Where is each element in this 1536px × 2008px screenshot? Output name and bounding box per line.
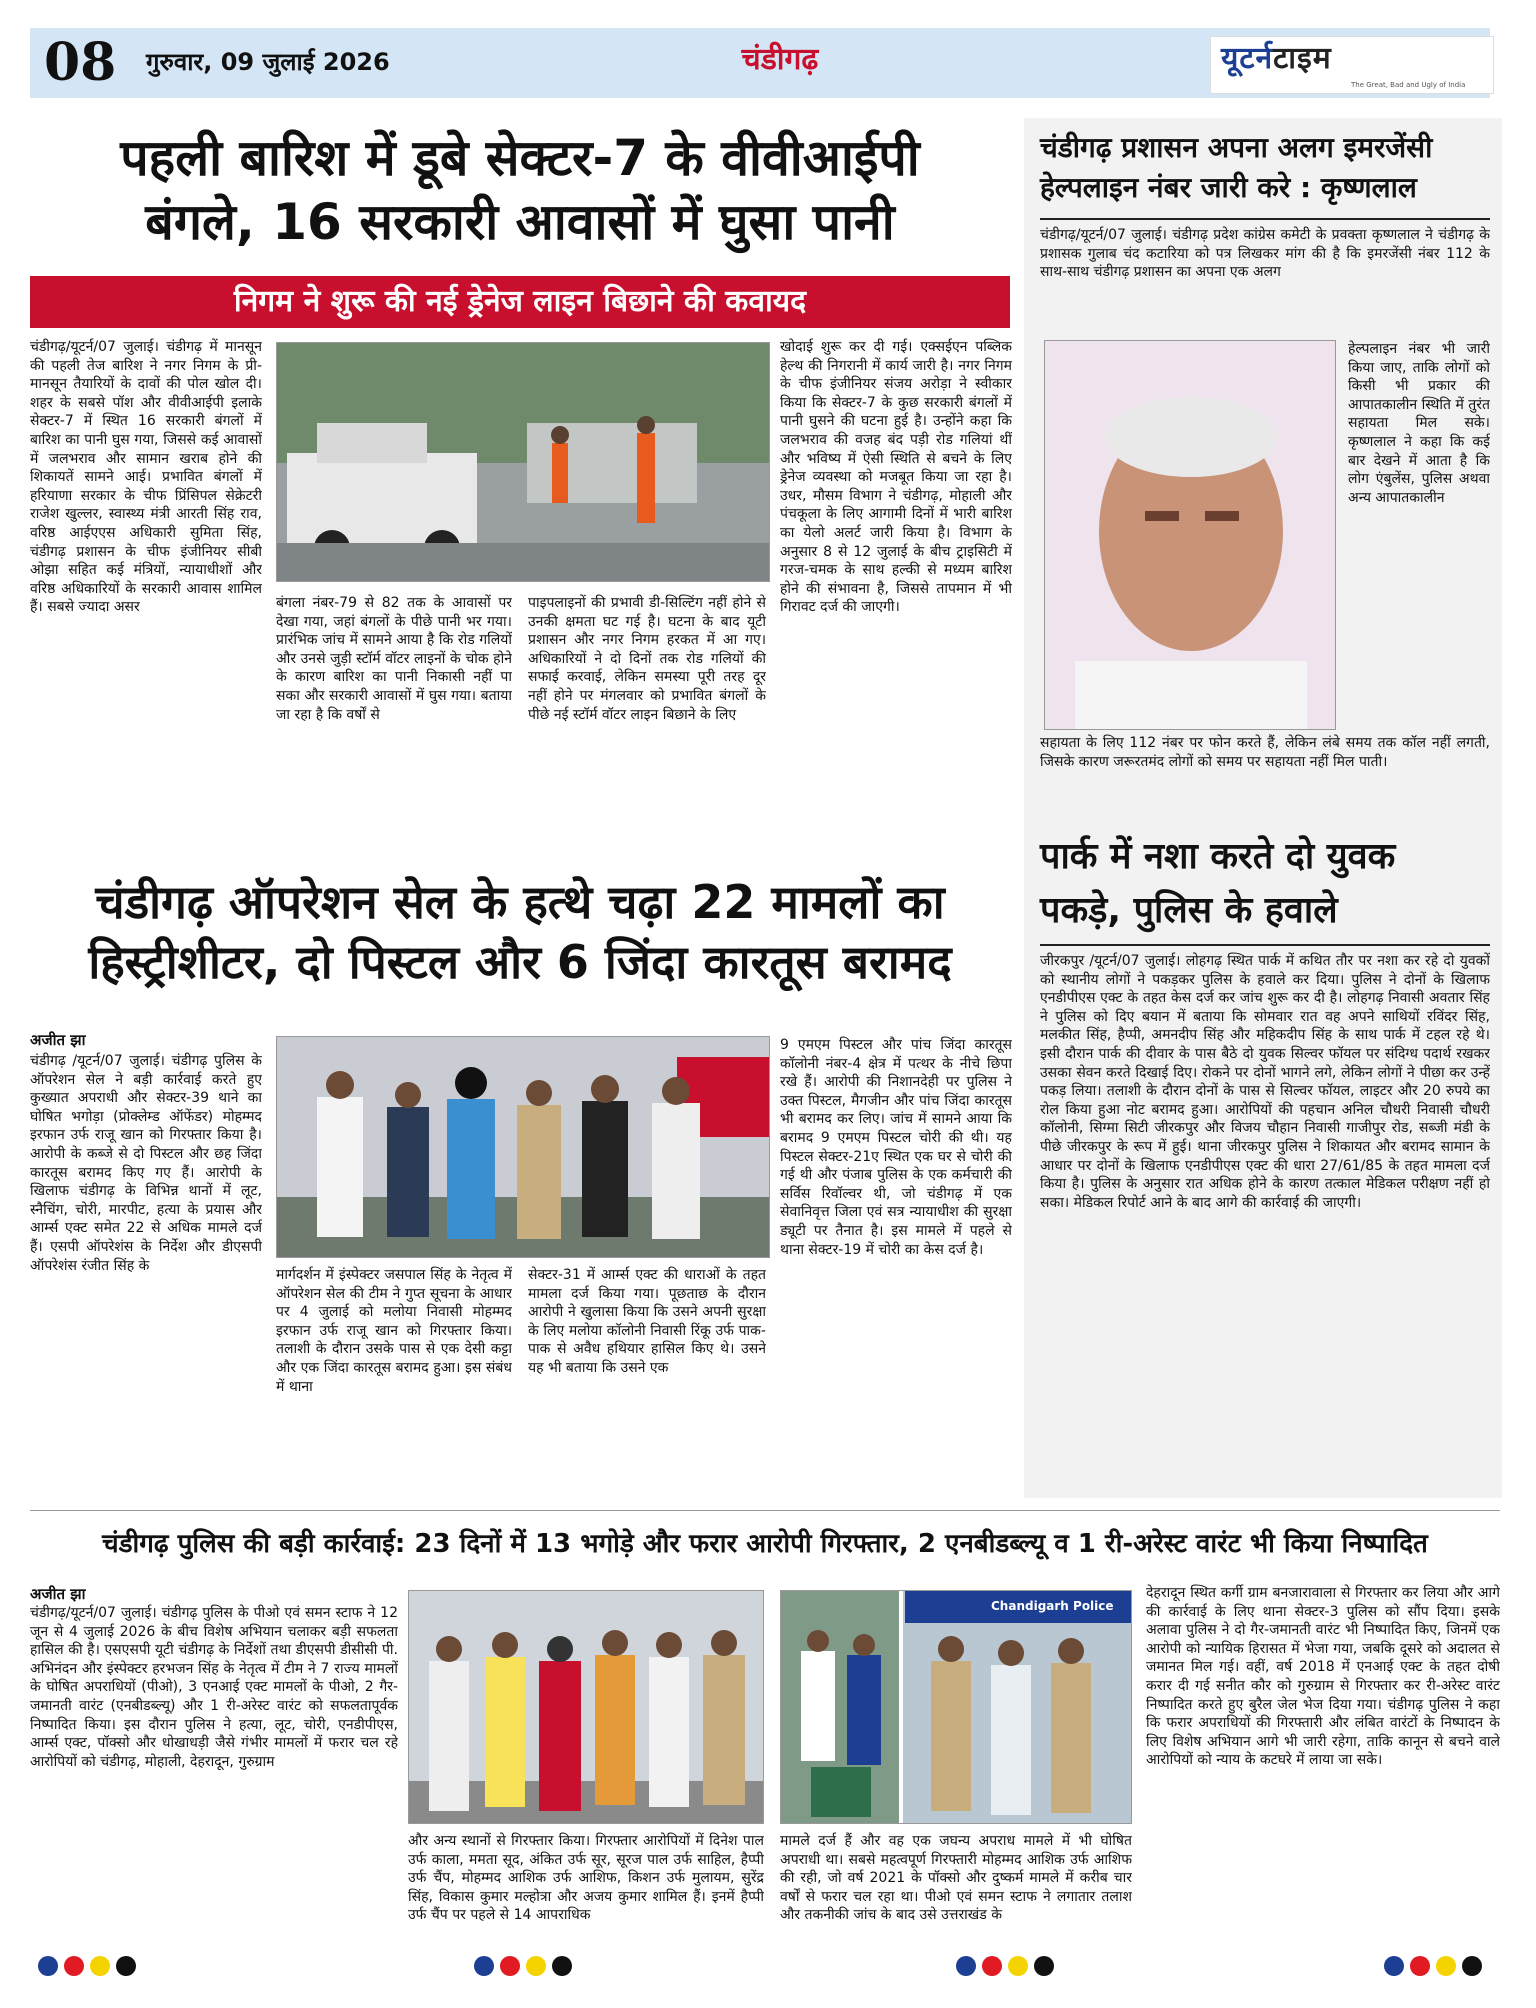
sidebar1-rule: [1040, 218, 1490, 220]
story3-column-2: और अन्य स्थानों से गिरफ्तार किया। गिरफ्तार आरोपियों में दिनेश पाल उर्फ काला, ममता सूद, अंकित उर्फ सूर, सूरज पाल उर्फ साहिल, हैप्पी उर्फ चैंप, मोहम्मद आशिक उर्फ आशिफ, किशन उर्फ मुलायम, सुरेंद्र सिंह, विकास कुमार मल्होत्रा और अजय कुमार शामिल हैं। इनमें हैप्पी उर्फ चैंप पर पहले से 14 आपराधिक: [408, 1833, 764, 1924]
story1-subhead: निगम ने शुरू की नई ड्रेनेज लाइन बिछाने की कवायद: [30, 276, 1010, 328]
dot-red: [64, 1956, 84, 1976]
sidebar1-headline: [1040, 128, 1490, 208]
sidebar1-headline-line2: हेल्पलाइन नंबर जारी करे : कृष्णलाल: [1040, 171, 1417, 204]
masthead-logo: [1210, 36, 1494, 94]
dot-yellow: [1436, 1956, 1456, 1976]
sidebar1-tail: सहायता के लिए 112 नंबर पर फोन करते हैं, लेकिन लंबे समय तक कॉल नहीं लगती, जिसके कारण जरूरतमंद लोगों को समय पर सहायता नहीं मिल पाती।: [1040, 735, 1490, 770]
story1-headline: [30, 126, 1010, 254]
dot-blue: [1384, 1956, 1404, 1976]
sidebar2-headline-line1: पार्क में नशा करते दो युवक: [1040, 836, 1396, 877]
sidebar1-beside-text: हेल्पलाइन नंबर भी जारी किया जाए, ताकि लोगों को किसी भी प्रकार की आपातकालीन स्थिति में तुरंत सहायता मिल सके। कृष्णलाल ने कहा कि कई बार देखने में आता है कि लोग एंबुलेंस, पुलिस अथवा अन्य आपातकालीन: [1348, 341, 1490, 506]
story2-column-4: 9 एमएम पिस्टल और पांच जिंदा कारतूस कॉलोनी नंबर-4 क्षेत्र में पत्थर के नीचे छिपा रखे हैं। आरोपी की निशानदेही पर पुलिस ने उक्त पिस्टल, मैगजीन और पांच जिंदा कारतूस भी बरामद कर लिए। जांच में सामने आया कि बरामद 9 एमएम पिस्टल चोरी की थी। यह पिस्टल सेक्टर-21ए स्थित एक घर से चोरी की गई थी और पंजाब पुलिस के एक कर्मचारी की सर्विस रिवॉल्वर थी, जो चंडीगढ़ में एक सेवानिवृत्त जिला एवं सत्र न्यायाधीश की सुरक्षा ड्यूटी पर तैनात है। इस मामले में पहले से थाना सेक्टर-19 में चोरी का केस दर्ज है।: [780, 1037, 1012, 1258]
story1-photo: [276, 342, 770, 582]
story3-column-4: देहरादून स्थित कर्गी ग्राम बनजारावाला से गिरफ्तार कर लिया और आगे की कार्रवाई के लिए थाना सेक्टर-3 पुलिस को सौंप दिया। इसके अलावा पुलिस ने दो गैर-जमानती वारंट भी निष्पादित किए, जिनमें एक आरोपी को न्यायिक हिरासत में भेजा गया, जबकि दूसरे को अदालत से जमानत मिल गई। वहीं, वर्ष 2018 में एनआई एक्ट के तहत दोषी करार दी गई सनीत कौर को गुरुग्राम से गिरफ्तार कर री-अरेस्ट वारंट निष्पादित करते हुए बुरैल जेल भेज दिया गया। चंडीगढ़ पुलिस ने कहा कि फरार अपराधियों की गिरफ्तारी और लंबित वारंटों के निष्पादन के लिए विशेष अभियान आगे भी जारी रहेगा, ताकि कानून से बचने वाले आरोपियों को न्याय के कटघरे में लाया जा सके।: [1146, 1585, 1500, 1769]
dot-black: [552, 1956, 572, 1976]
dot-black: [1462, 1956, 1482, 1976]
story2-headline-line2: हिस्ट्रीशीटर, दो पिस्टल और 6 जिंदा कारतूस बरामद: [88, 935, 952, 989]
dot-yellow: [526, 1956, 546, 1976]
story2-byline: अजीत झा: [30, 1031, 86, 1049]
story3-byline: अजीत झा: [30, 1585, 86, 1603]
story3-photo-2: [780, 1590, 1132, 1824]
story3-photo-1: [408, 1590, 764, 1824]
sidebar2-headline: [1040, 830, 1490, 938]
sidebar2-rule: [1040, 944, 1490, 946]
story3-headline: चंडीगढ़ पुलिस की बड़ी कार्रवाई: 23 दिनों में 13 भगोड़े और फरार आरोपी गिरफ्तार, 2 एनबीडब्ल्यू व 1 री-अरेस्ट वारंट भी किया निष्पादित: [102, 1529, 1428, 1559]
story1-column-4: खोदाई शुरू कर दी गई। एक्सईएन पब्लिक हेल्थ की निगरानी में कार्य जारी है। नगर निगम के चीफ इंजीनियर संजय अरोड़ा ने स्वीकार किया कि सेक्टर-7 के कुछ सरकारी बंगलों में पानी घुसने की घटना हुई है। उन्होंने कहा कि जलभराव की वजह बंद पड़ी रोड गलियां थीं और भविष्य में ऐसी स्थिति से बचने के लिए ड्रेनेज व्यवस्था को मजबूत किया जा रहा है। उधर, मौसम विभाग ने चंडीगढ़, मोहाली और पंचकूला के लिए आगामी दिनों में भारी बारिश का येलो अलर्ट जारी किया है। विभाग के अनुसार 8 से 12 जुलाई के बीच ट्राइसिटी में गरज-चमक के साथ हल्की से मध्यम बारिश होने की संभावना है, जिससे तापमान में भी गिरावट दर्ज की जाएगी।: [780, 339, 1012, 616]
dot-red: [500, 1956, 520, 1976]
logo-word-2: टाइम: [1273, 41, 1332, 76]
story3-column-3: मामले दर्ज हैं और वह एक जघन्य अपराध मामले में भी घोषित अपराधी था। सबसे महत्वपूर्ण गिरफ्तारी मोहम्मद आशिक उर्फ आशिफ की रही, जो वर्ष 2021 के पॉक्सो और दुष्कर्म मामले में करीब चार वर्षों से फरार चल रहा था। पीओ एवं समन स्टाफ ने लगातार तलाश और तकनीकी जांच के बाद उसे उत्तराखंड के: [780, 1833, 1132, 1924]
story1-column-1: चंडीगढ़/यूटर्न/07 जुलाई। चंडीगढ़ में मानसून की पहली तेज बारिश ने नगर निगम के प्री-मानसून तैयारियों के दावों की पोल खोल दी। शहर के सबसे पॉश और वीवीआईपी इलाके सेक्टर-7 में स्थित 16 सरकारी बंगलों में बारिश का पानी घुस गया, जिससे कई आवासों में जलभराव और सामान खराब होने की शिकायतें सामने आई। प्रभावित बंगलों में हरियाणा सरकार के चीफ प्रिंसिपल सेक्रेटरी राजेश खुल्लर, स्वास्थ्य मंत्री आरती सिंह राव, वरिष्ठ आईएएस अधिकारी सुमिता सिंह, चंडीगढ़ प्रशासन के चीफ इंजीनियर सीबी ओझा सहित कई मंत्रियों, न्यायाधीशों और वरिष्ठ अधिकारियों के सरकारी आवास शामिल हैं। सबसे ज्यादा असर: [30, 339, 262, 616]
story1-column-2: बंगला नंबर-79 से 82 तक के आवासों पर देखा गया, जहां बंगलों के पीछे पानी भर गया। प्रारंभिक जांच में सामने आया है कि रोड गलियों और उनसे जुड़ी स्टॉर्म वॉटर लाइनों के चोक होने के कारण बारिश का पानी निकासी नहीं पा सका और सरकारी आवासों में घुस गया। बताया जा रहा है कि वर्षों से: [276, 595, 512, 723]
story3-column-1: चंडीगढ़/यूटर्न/07 जुलाई। चंडीगढ़ पुलिस के पीओ एवं समन स्टाफ ने 12 जून से 4 जुलाई 2026 के बीच विशेष अभियान चलाकर बड़ी सफलता हासिल की है। एसएसपी यूटी चंडीगढ़ के निर्देशों तथा डीएसपी डीसीसी पी. अभिनंदन और इंस्पेक्टर हरभजन सिंह के नेतृत्व में टीम ने 7 राज्य मामलों के घोषित अपराधियों (पीओ), 3 एनआई एक्ट मामलों के पीओ, 2 गैर-जमानती वारंट (एनबीडब्ल्यू) और 1 री-अरेस्ट वारंट को सफलतापूर्वक निष्पादित किया। इस दौरान पुलिस ने हत्या, लूट, चोरी, एनडीपीएस, आर्म्स एक्ट, पॉक्सो और धोखाधड़ी जैसे गंभीर मामलों में फरार चल रहे आरोपियों को चंडीगढ़, मोहाली, देहरादून, गुरुग्राम: [30, 1605, 398, 1770]
sidebar2-headline-line2: पकड़े, पुलिस के हवाले: [1040, 890, 1338, 931]
story2-column-2: मार्गदर्शन में इंस्पेक्टर जसपाल सिंह के नेतृत्व में ऑपरेशन सेल की टीम ने गुप्त सूचना के आधार पर 4 जुलाई को मलोया निवासी मोहम्मद इरफान उर्फ राजू खान को गिरफ्तार किया। तलाशी के दौरान उसके पास से एक देसी कट्टा और एक जिंदा कारतूस बरामद हुआ। इस संबंध में थाना: [276, 1267, 512, 1395]
story1-headline-line2: बंगले, 16 सरकारी आवासों में घुसा पानी: [145, 193, 895, 251]
dot-black: [1034, 1956, 1054, 1976]
dot-blue: [38, 1956, 58, 1976]
accused-with-police-photo: [277, 1037, 770, 1258]
sidebar1-headline-line1: चंडीगढ़ प्रशासन अपना अलग इमरजेंसी: [1040, 131, 1433, 164]
police-team-collage-photo: [781, 1591, 1132, 1824]
photo-police-sign: Chandigarh Police: [991, 1599, 1114, 1613]
edition-city: चंडीगढ़: [741, 42, 819, 77]
story2-photo: [276, 1036, 770, 1258]
sidebar2-body: जीरकपुर /यूटर्न/07 जुलाई। लोहगढ़ स्थित पार्क में कथित तौर पर नशा कर रहे दो युवकों को स्थानीय लोगों ने पकड़कर पुलिस के हवाले कर दिया। पुलिस ने दोनों के खिलाफ एनडीपीएस एक्ट के तहत केस दर्ज कर जांच शुरू कर दी है। लोहगढ़ निवासी अवतार सिंह ने पुलिस को दिए बयान में बताया कि सोमवार रात वह अपने साथियों रविंदर सिंह, मलकीत सिंह, हैप्पी, अमनदीप सिंह और महिकदीप सिंह के साथ पार्क में टहल रहे थे। इसी दौरान पार्क की दीवार के पास बैठे दो युवक सिल्वर फॉयल पर संदिग्ध पदार्थ रखकर उसका सेवन करते दिखाई दिए। रोकने पर दोनों भागने लगे, लेकिन लोगों ने पीछा कर उन्हें पकड़ लिया। तलाशी के दौरान दोनों के पास से सिल्वर फॉयल, लाइटर और 20 रुपये का रोल किया हुआ नोट बरामद हुआ। आरोपियों की पहचान अनिल चौधरी निवासी चौधरी कॉलोनी, सिग्मा सिटी जीरकपुर और विजय चौहान निवासी गाजीपुर रोड, सब्जी मंडी के पीछे जीरकपुर के रूप में हुई। थाना जीरकपुर पुलिस ने शिकायत और बरामद सामान के आधार पर दोनों के खिलाफ एनडीपीएस एक्ट की धारा 27/61/85 के तहत मामला दर्ज किया है। पुलिस के अनुसार रात अधिक होने के कारण तत्काल मेडिकल परीक्षण नहीं हो सका। मेडिकल रिपोर्ट आने के बाद आगे की कार्रवाई की जाएगी।: [1040, 953, 1490, 1211]
story2-headline: [30, 872, 1010, 992]
sidebar1-portrait: [1044, 340, 1336, 730]
dot-red: [1410, 1956, 1430, 1976]
issue-date: गुरुवार, 09 जुलाई 2026: [146, 48, 390, 76]
footer-dots-center-right: [956, 1956, 1054, 1976]
story2-headline-line1: चंडीगढ़ ऑपरेशन सेल के हत्थे चढ़ा 22 मामलों का: [95, 875, 945, 929]
page-number: 08: [44, 32, 117, 93]
footer-dots-left: [38, 1956, 136, 1976]
story1-column-3: पाइपलाइनों की प्रभावी डी-सिल्टिंग नहीं होने से उनकी क्षमता घट गई है। घटना के बाद यूटी प्रशासन और नगर निगम हरकत में आ गए। अधिकारियों ने दो दिनों तक रोड गलियों की सफाई करवाई, लेकिन समस्या पूरी तरह दूर नहीं होने पर मंगलवार को प्रभावित बंगलों के पीछे नई स्टॉर्म वॉटर लाइन बिछाने के लिए: [528, 595, 766, 723]
dot-blue: [474, 1956, 494, 1976]
dot-yellow: [90, 1956, 110, 1976]
story2-column-3: सेक्टर-31 में आर्म्स एक्ट की धाराओं के तहत मामला दर्ज किया गया। पूछताछ के दौरान आरोपी ने खुलासा किया कि उसने अपनी सुरक्षा के लिए मलोया कॉलोनी निवासी रिंकू उर्फ पाक-पाक से अवैध हथियार हासिल किए थे। उसने यह भी बताया कि उसने एक: [528, 1267, 766, 1376]
section-divider: [30, 1510, 1500, 1511]
sidebar1-lead: चंडीगढ़/यूटर्न/07 जुलाई। चंडीगढ़ प्रदेश कांग्रेस कमेटी के प्रवक्ता कृष्णलाल ने चंडीगढ़ के प्रशासक गुलाब चंद कटारिया को पत्र लिखकर मांग की है कि इमरजेंसी नंबर 112 के साथ-साथ चंडीगढ़ प्रशासन का अपना एक अलग: [1040, 227, 1490, 281]
footer-dots-right: [1384, 1956, 1482, 1976]
footer-dots-center-left: [474, 1956, 572, 1976]
story1-headline-line1: पहली बारिश में डूबे सेक्टर-7 के वीवीआईपी: [120, 129, 920, 187]
dot-blue: [956, 1956, 976, 1976]
drainage-work-photo: [277, 343, 770, 582]
logo-tagline: The Great, Bad and Ugly of India: [1351, 81, 1466, 89]
arrested-accused-group-photo: [409, 1591, 764, 1824]
dot-black: [116, 1956, 136, 1976]
krishanlal-portrait: [1045, 341, 1336, 730]
logo-word-1: यूटर्न: [1221, 41, 1274, 76]
dot-red: [982, 1956, 1002, 1976]
story2-column-1: चंडीगढ़ /यूटर्न/07 जुलाई। चंडीगढ़ पुलिस के ऑपरेशन सेल ने बड़ी कार्रवाई करते हुए कुख्यात अपराधी और सेक्टर-39 थाने का घोषित भगोड़ा (प्रोक्लेम्ड ऑफेंडर) मोहम्मद इरफान उर्फ राजू खान को गिरफ्तार किया है। आरोपी के कब्जे से दो पिस्टल और छह जिंदा कारतूस बरामद किए गए हैं। आरोपी के खिलाफ चंडीगढ़ के विभिन्न थानों में लूट, स्नैचिंग, चोरी, मारपीट, हत्या के प्रयास और आर्म्स एक्ट समेत 22 से अधिक मामले दर्ज हैं। एसपी ऑपरेशंस के निर्देश और डीएसपी ऑपरेशंस रंजीत सिंह के: [30, 1053, 262, 1274]
dot-yellow: [1008, 1956, 1028, 1976]
